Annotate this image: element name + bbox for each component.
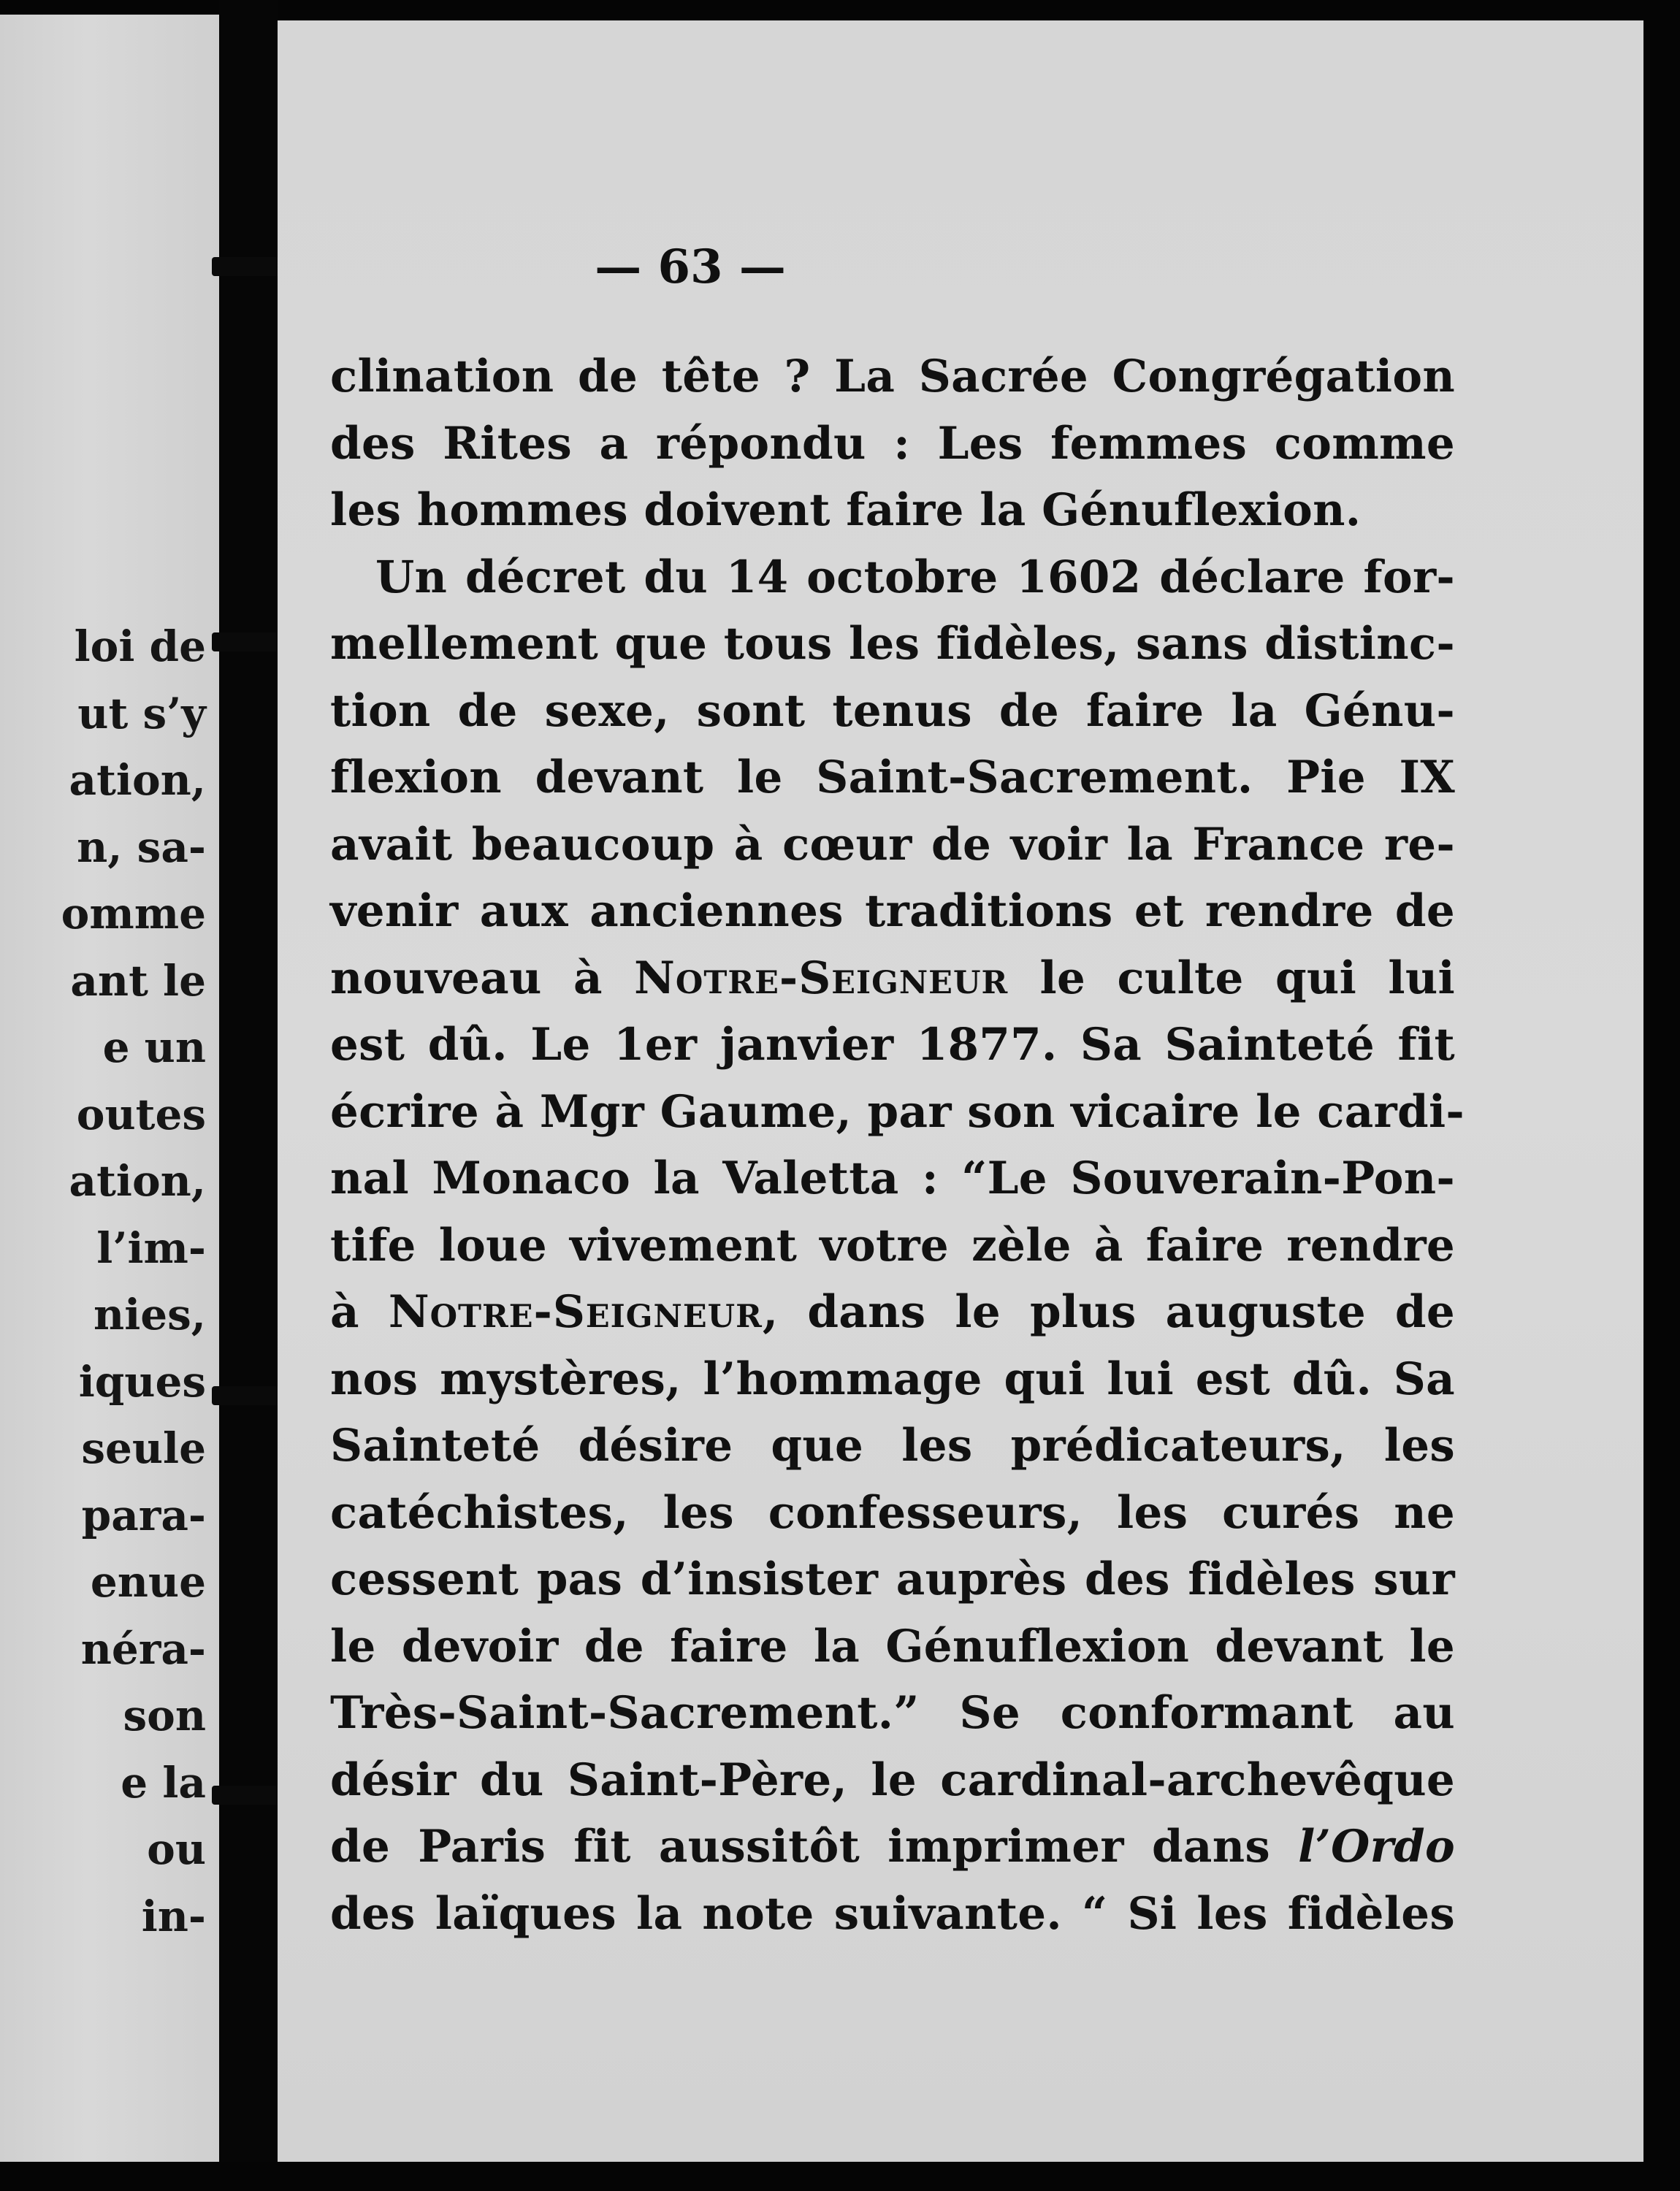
text-line: les hommes doivent faire la Génuflexion.: [330, 484, 1362, 536]
binding-stitch: [212, 1786, 285, 1805]
text-line: tife loue vivement votre zèle à faire rendre: [330, 1219, 1455, 1272]
text-segment: de Paris fit aussitôt imprimer dans: [330, 1821, 1299, 1873]
binding-stitch: [212, 1386, 285, 1405]
previous-page-line: seule: [81, 1423, 206, 1473]
previous-page-fragment: [0, 15, 219, 2162]
binding-stitch: [212, 632, 285, 651]
text-line: nos mystères, l’hommage qui lui est dû. Sa: [330, 1353, 1455, 1405]
book-binding-gutter: [219, 0, 278, 2191]
previous-page-line: ation,: [69, 755, 206, 805]
text-line: Un décret du 14 octobre 1602 déclare for-: [375, 551, 1455, 603]
previous-page-text: [0, 613, 206, 1950]
page-body-text: [330, 343, 1465, 1947]
previous-page-line: l’im-: [96, 1223, 206, 1273]
text-line: [330, 945, 1455, 1012]
text-segment: le culte qui lui: [1008, 952, 1456, 1004]
italic-title: l’Ordo: [1298, 1821, 1455, 1873]
previous-page-line: son: [123, 1691, 206, 1740]
small-caps-name: Notre-Seigneur: [634, 952, 1009, 1004]
text-line: Très-Saint-Sacrement.” Se conformant au: [330, 1687, 1455, 1739]
text-line: tion de sexe, sont tenus de faire la Génu-: [330, 684, 1455, 737]
text-line: [330, 1813, 1455, 1881]
text-line: cessent pas d’insister auprès des fidèles sur: [330, 1553, 1455, 1605]
small-caps-name: Notre-Seigneur: [388, 1286, 763, 1338]
previous-page-line: ant le: [70, 955, 206, 1006]
previous-page-line: outes: [76, 1089, 206, 1139]
text-line: écrire à Mgr Gaume, par son vicaire le cardi-: [330, 1085, 1465, 1138]
text-line: flexion devant le Saint-Sacrement. Pie IX: [330, 752, 1455, 803]
text-line: le devoir de faire la Génuflexion devant le: [330, 1620, 1455, 1672]
previous-page-line: n, sa-: [77, 822, 206, 872]
text-line: Sainteté désire que les prédicateurs, les: [330, 1420, 1455, 1472]
scan-border: [0, 2162, 1680, 2191]
page-number: — 63 —: [595, 240, 786, 294]
previous-page-line: nies,: [93, 1290, 206, 1339]
previous-page-line: para-: [81, 1490, 206, 1540]
previous-page-line: omme: [61, 889, 206, 938]
text-line: catéchistes, les confesseurs, les curés ne: [330, 1486, 1455, 1539]
previous-page-line: e la: [121, 1757, 206, 1808]
previous-page-line: ation,: [69, 1156, 206, 1206]
text-line: venir aux anciennes traditions et rendre de: [330, 885, 1455, 937]
text-segment: à: [330, 1286, 389, 1338]
text-line: clination de tête ? La Sacrée Congrégation: [330, 351, 1455, 402]
previous-page-line: loi de: [74, 622, 206, 671]
text-line: est dû. Le 1er janvier 1877. Sa Sainteté fit: [330, 1019, 1455, 1071]
previous-page-line: ut s’y: [77, 688, 206, 738]
previous-page-line: enue: [90, 1557, 206, 1607]
text-segment: , dans le plus auguste de: [762, 1286, 1455, 1338]
text-line: des Rites a répondu : Les femmes comme: [330, 417, 1455, 470]
previous-page-line: iques: [78, 1356, 206, 1407]
text-line: nal Monaco la Valetta : “Le Souverain-Pon-: [330, 1152, 1455, 1204]
previous-page-line: néra-: [80, 1624, 206, 1674]
previous-page-line: in-: [141, 1891, 206, 1941]
text-line: désir du Saint-Père, le cardinal-archevêque: [330, 1754, 1455, 1806]
binding-stitch: [212, 257, 285, 276]
previous-page-line: e un: [102, 1022, 206, 1072]
text-line: [330, 1279, 1455, 1346]
text-segment: nouveau à: [330, 952, 635, 1004]
text-line: avait beaucoup à cœur de voir la France re-: [330, 818, 1455, 871]
text-line: mellement que tous les fidèles, sans distinc-: [330, 618, 1455, 670]
text-line: des laïques la note suivante. “ Si les fidèles: [330, 1887, 1455, 1940]
previous-page-line: ou: [147, 1824, 206, 1874]
book-page: [278, 20, 1643, 2164]
